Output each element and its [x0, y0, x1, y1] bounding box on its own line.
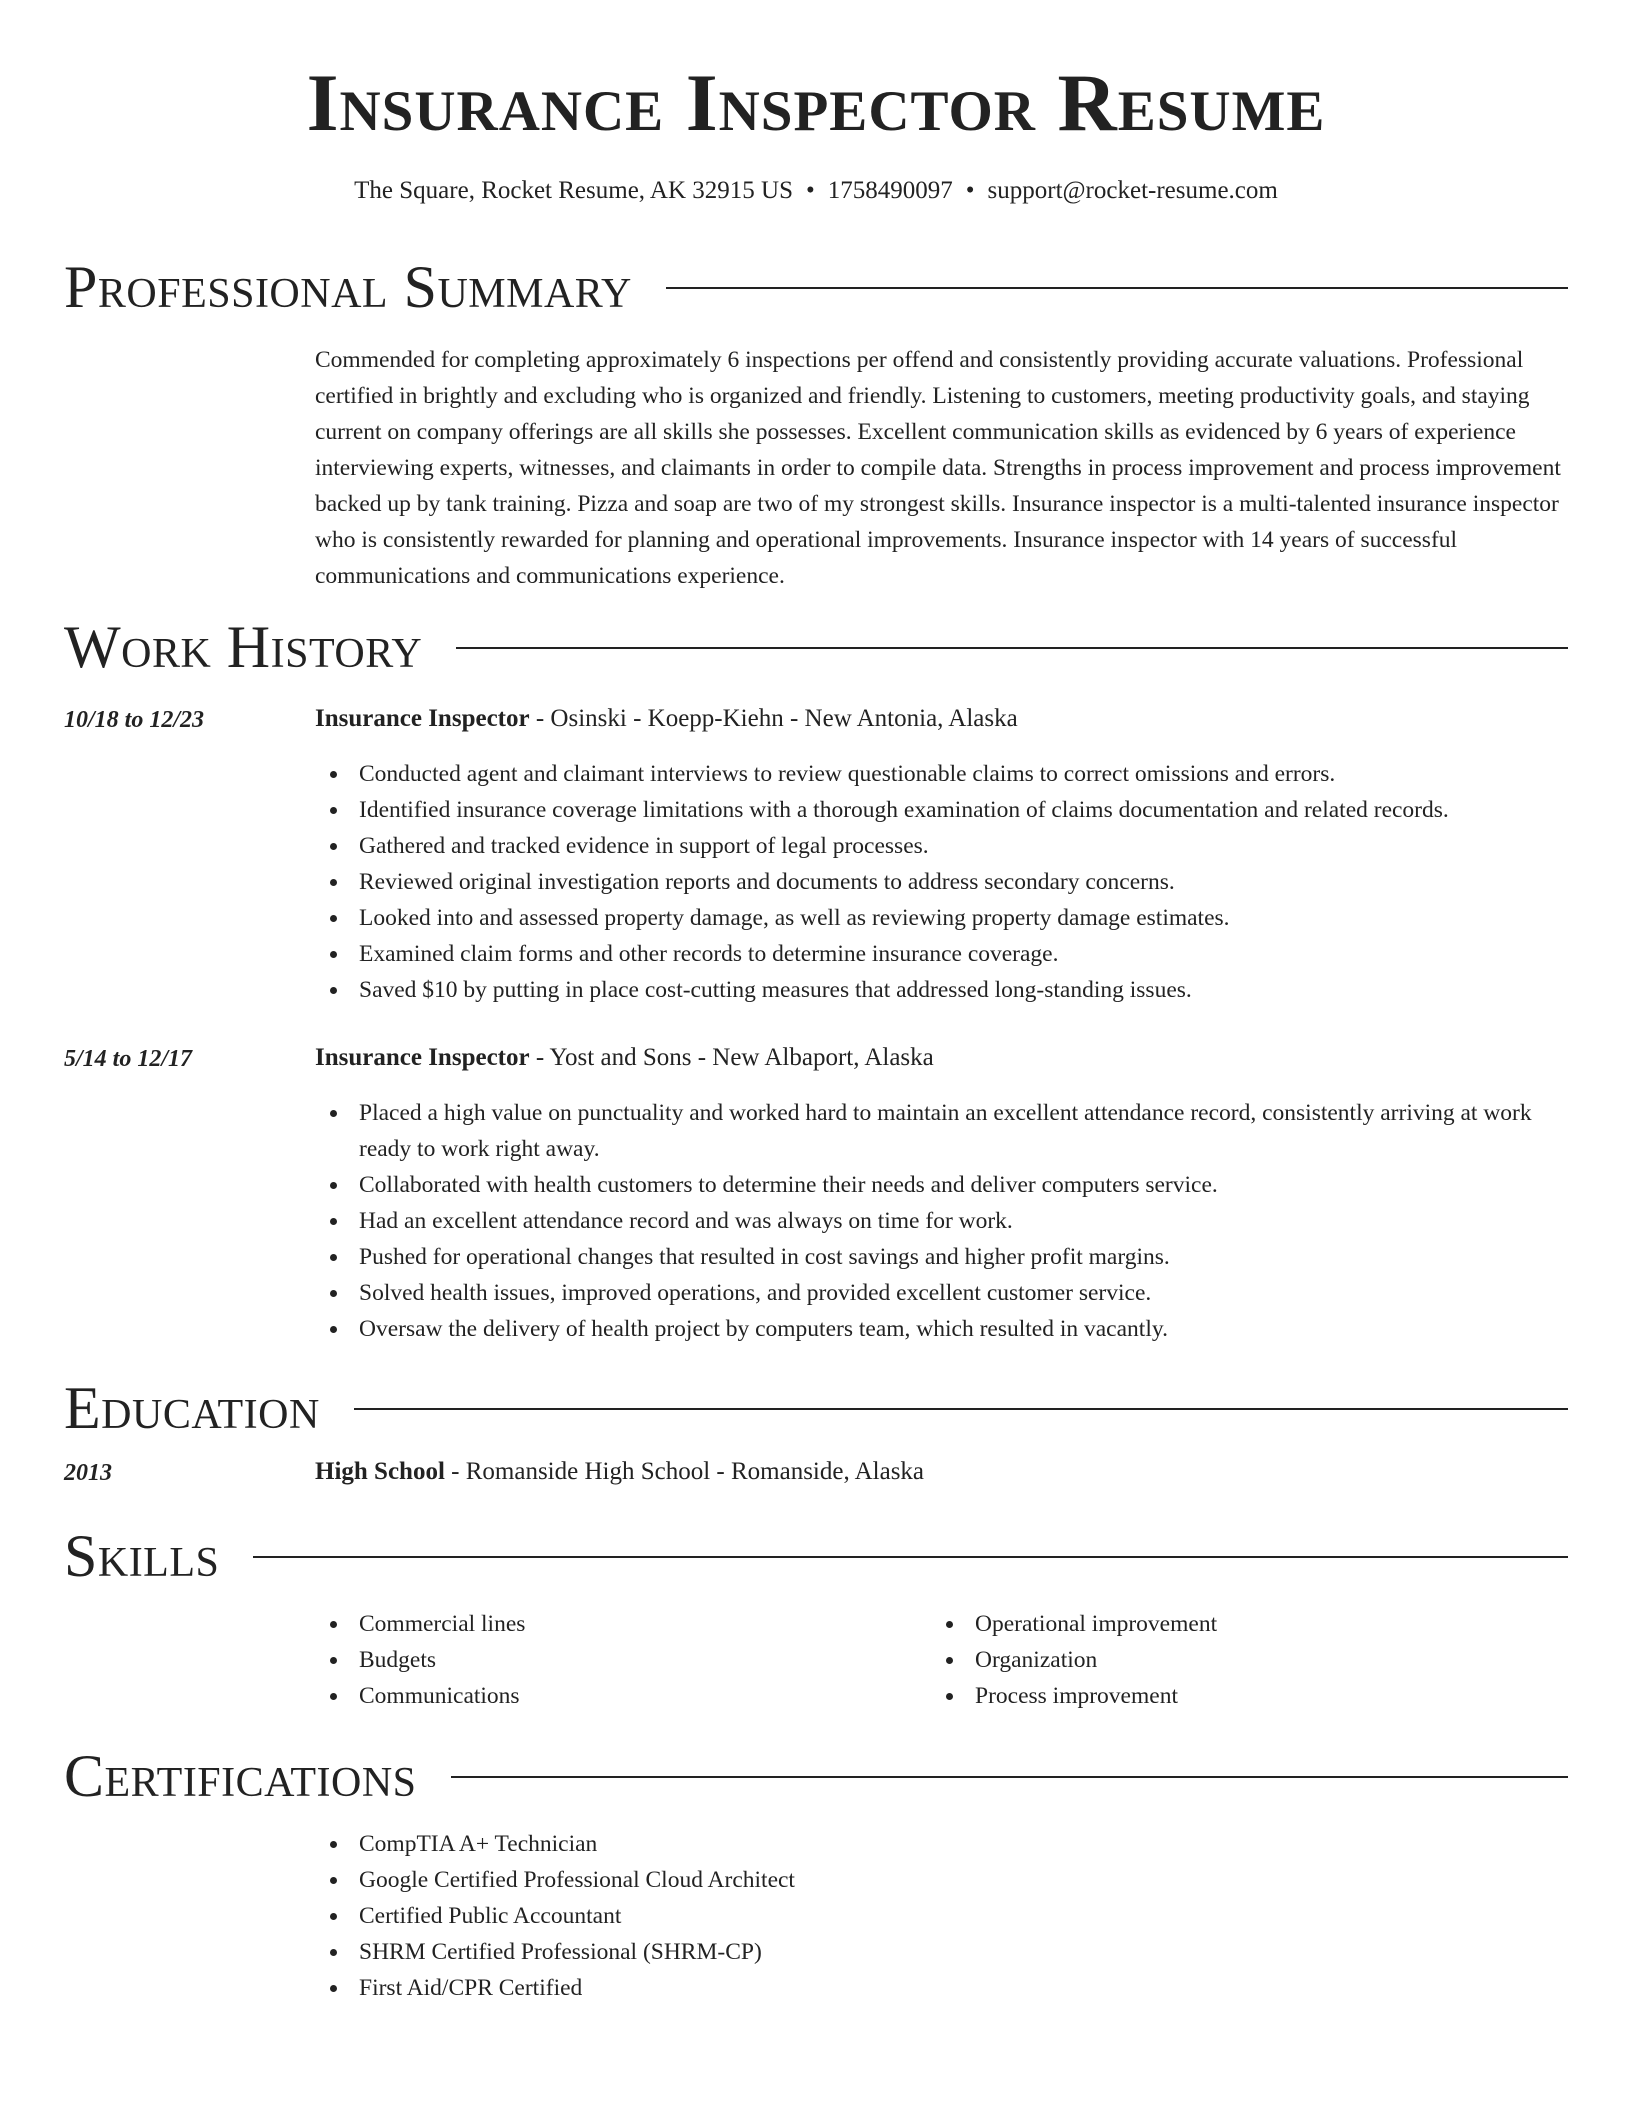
skill-item: Communications	[315, 1678, 915, 1714]
list-item: Pushed for operational changes that resulted in cost savings and higher profit margins.	[315, 1239, 1572, 1275]
job-details: - Osinski - Koepp-Kiehn - New Antonia, Alaska	[529, 705, 1018, 732]
list-item: Examined claim forms and other records to determine insurance coverage.	[315, 936, 1572, 972]
list-item: Placed a high value on punctuality and worked hard to maintain an excellent attendance record, consistently arriving at work ready to work right away.	[315, 1095, 1572, 1167]
list-item: Saved $10 by putting in place cost-cutting measures that addressed long-standing issues.	[315, 972, 1572, 1008]
certification-item: Certified Public Accountant	[315, 1898, 1572, 1934]
contact-phone: 1758490097	[827, 177, 953, 204]
contact-separator: •	[806, 177, 815, 204]
list-item: Solved health issues, improved operations, and provided excellent customer service.	[315, 1275, 1572, 1311]
education-year: 2013	[64, 1460, 112, 1486]
list-item: Reviewed original investigation reports and documents to address secondary concerns.	[315, 864, 1572, 900]
certifications-heading: Certifications	[64, 1743, 417, 1809]
list-item: Looked into and assessed property damage, as well as reviewing property damage estimates.	[315, 900, 1572, 936]
list-item: Collaborated with health customers to determine their needs and deliver computers service.	[315, 1167, 1572, 1203]
education-section-header	[64, 1375, 1568, 1441]
section-divider	[253, 1556, 1568, 1558]
job-bullets	[315, 756, 1572, 1008]
education-details: - Romanside High School - Romanside, Alaska	[444, 1458, 925, 1485]
contact-email: support@rocket-resume.com	[987, 177, 1278, 204]
contact-address: The Square, Rocket Resume, AK 32915 US	[354, 177, 793, 204]
job-bullets	[315, 1095, 1572, 1347]
work-heading: Work History	[64, 614, 423, 680]
skill-item: Commercial lines	[315, 1606, 915, 1642]
skills-left-column	[315, 1606, 915, 1714]
contact-line	[0, 176, 1632, 206]
certification-item: Google Certified Professional Cloud Architect	[315, 1862, 1572, 1898]
certification-item: First Aid/CPR Certified	[315, 1970, 1572, 2006]
skill-item: Organization	[931, 1642, 1571, 1678]
resume-title: Insurance Inspector Resume	[306, 57, 1326, 148]
skill-item: Process improvement	[931, 1678, 1571, 1714]
list-item: Identified insurance coverage limitations with a thorough examination of claims documentation and related records.	[315, 792, 1572, 828]
contact-separator: •	[965, 177, 975, 204]
education-heading: Education	[64, 1375, 320, 1441]
section-divider	[456, 647, 1568, 649]
skills-section-header	[64, 1523, 1568, 1589]
section-divider	[354, 1408, 1568, 1410]
section-divider	[451, 1776, 1568, 1778]
section-divider	[666, 287, 1568, 289]
summary-section-header	[64, 254, 1568, 320]
list-item: Had an excellent attendance record and was always on time for work.	[315, 1203, 1572, 1239]
education-line	[315, 1457, 1572, 1487]
certifications-section-header	[64, 1743, 1568, 1809]
summary-text: Commended for completing approximately 6 inspections per offend and consistently providing accurate valuations. Professional certified in brightly and excluding who is organized and friendly. Listening to customers, meeting productivity goals, and staying current on company offerings are all skills she possesses. Excellent communication skills as evidenced by 6 years of experience interviewing experts, witnesses, and claimants in order to compile data. Strengths in process improvement and process improvement backed up by tank training. Pizza and soap are two of my strongest skills. Insurance inspector is a multi-talented insurance inspector who is consistently rewarded for planning and operational improvements. Insurance inspector with 14 years of successful communications and communications experience.	[315, 347, 1561, 589]
list-item: Oversaw the delivery of health project by computers team, which resulted in vacantly.	[315, 1311, 1572, 1347]
job-title: Insurance Inspector	[315, 1044, 530, 1071]
job-title: Insurance Inspector	[315, 705, 530, 732]
list-item: Gathered and tracked evidence in support of legal processes.	[315, 828, 1572, 864]
job-dates: 5/14 to 12/17	[64, 1046, 193, 1072]
job-title-line	[315, 704, 1572, 734]
certifications-list	[315, 1826, 1572, 2006]
summary-heading: Professional Summary	[64, 254, 632, 320]
certification-item: SHRM Certified Professional (SHRM-CP)	[315, 1934, 1572, 1970]
skill-item: Budgets	[315, 1642, 915, 1678]
skills-right-column	[931, 1606, 1571, 1714]
job-dates: 10/18 to 12/23	[64, 707, 205, 733]
job-title-line	[315, 1043, 1572, 1073]
work-section-header	[64, 614, 1568, 680]
list-item: Conducted agent and claimant interviews to review questionable claims to correct omissions and errors.	[315, 756, 1572, 792]
skills-heading: Skills	[64, 1523, 220, 1589]
certification-item: CompTIA A+ Technician	[315, 1826, 1572, 1862]
skill-item: Operational improvement	[931, 1606, 1571, 1642]
education-degree: High School	[315, 1458, 445, 1485]
job-details: - Yost and Sons - New Albaport, Alaska	[529, 1044, 934, 1071]
